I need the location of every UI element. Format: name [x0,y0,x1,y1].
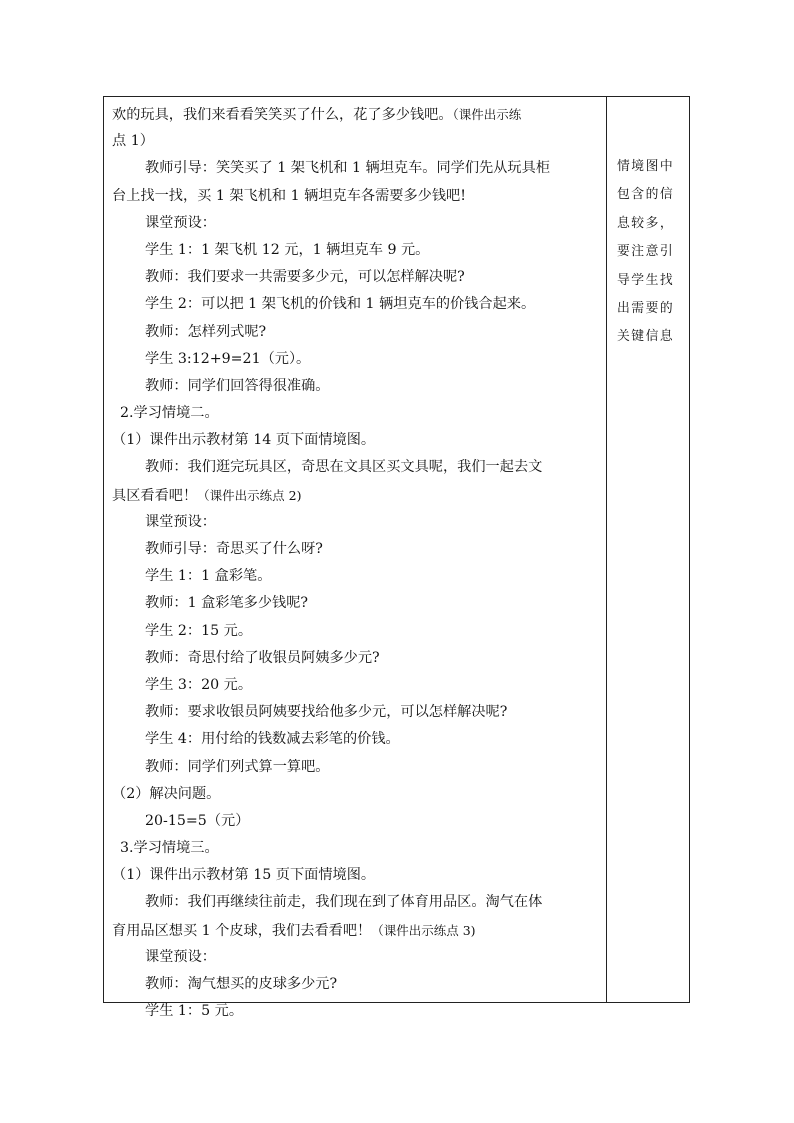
note-line: 导学生找 [617,272,675,288]
content-line [112,454,600,481]
content-line [112,237,600,264]
note-line: 情境图中 [617,159,675,174]
content-text: 学生 2：15 元。 [145,622,253,639]
note-line: 要注意引 [617,244,675,260]
content-text: 学生 3:12+9=21（元）。 [145,350,311,367]
content-line [112,862,600,889]
content-line [112,291,600,318]
note-line: 关键信息 [617,329,675,345]
content-text: 教师引导：奇思买了什么呀? [145,541,323,557]
content-line [112,482,600,509]
content-line [112,373,600,400]
content-line [112,264,600,291]
content-text: （1）课件出示教材第 14 页下面情境图。 [112,432,376,449]
content-text: 教师：淘气想买的皮球多少元? [145,976,338,992]
content-text: 教师：奇思付给了收银员阿姨多少元? [145,649,380,666]
content-line [112,672,600,699]
content-line [112,536,600,563]
content-text: 教师：怎样列式呢? [145,323,267,340]
content-line [112,319,600,346]
content-line [112,699,600,726]
courseware-note: （课件出示练 [452,107,522,122]
content-text: 教师：1 盒彩笔多少钱呢? [145,595,309,612]
content-text: 3.学习情境三。 [120,840,219,857]
courseware-note: （课件出示练点 2) [197,487,302,503]
content-line [112,781,600,808]
content-line [112,726,600,753]
content-line [112,128,600,155]
content-line [112,917,600,944]
content-line [112,808,600,835]
content-text: 学生 1：1 架飞机 12 元，1 辆坦克车 9 元。 [145,241,430,258]
content-text: 教师：同学们回答得很准确。 [145,377,330,394]
content-line [112,509,600,536]
content-line [112,590,600,617]
content-line [112,183,600,210]
content-line [112,400,600,427]
content-text: 教师：我们要求一共需要多少元，可以怎样解决呢? [145,269,465,286]
note-line: 息较多， [617,215,675,231]
content-text: 课堂预设： [145,948,216,965]
content-text: （2）解决问题。 [112,785,221,802]
content-line [112,998,600,1025]
courseware-note: （课件出示练点 3) [371,922,476,938]
content-text: 教师：我们再继续往前走，我们现在到了体育用品区。淘气在体 [145,894,543,911]
lesson-content [112,101,600,1025]
content-text: 2.学习情境二。 [120,405,219,422]
content-text: 欢的玩具，我们来看看笑笑买了什么，花了多少钱吧。 [112,107,453,123]
content-line [112,944,600,971]
content-text: （1）课件出示教材第 15 页下面情境图。 [112,867,376,884]
note-line: 出需要的 [617,300,675,316]
content-line [112,427,600,454]
content-text: 学生 3：20 元。 [145,676,253,693]
content-line [112,618,600,645]
content-line [112,563,600,590]
content-line [112,101,600,128]
content-line [112,346,600,373]
content-text: 育用品区想买 1 个皮球，我们去看看吧！ [112,922,372,939]
content-line [112,971,600,998]
content-line [112,210,600,237]
content-text: 点 1） [112,133,154,150]
content-text: 教师：要求收银员阿姨要找给他多少元，可以怎样解决呢? [145,704,508,721]
content-text: 教师：我们逛完玩具区，奇思在文具区买文具呢，我们一起去文 [145,459,543,476]
content-text: 教师：同学们列式算一算吧。 [145,758,330,775]
content-text: 20-15=5（元） [145,812,250,829]
content-text: 学生 2：可以把 1 架飞机的价钱和 1 辆坦克车的价钱合起来。 [145,296,536,313]
column-divider [606,97,607,1002]
content-text: 学生 1：5 元。 [145,1003,244,1020]
content-text: 课堂预设： [145,214,216,231]
content-line [112,754,600,781]
content-text: 台上找一找，买 1 架飞机和 1 辆坦克车各需要多少钱吧! [112,187,466,204]
content-text: 具区看看吧！ [112,487,198,504]
note-line: 包含的信 [617,187,675,203]
content-line [112,155,600,182]
content-text: 教师引导：笑笑买了 1 架飞机和 1 辆坦克车。同学们先从玩具柜 [145,160,550,177]
content-text: 学生 4：用付给的钱数减去彩笔的价钱。 [145,731,400,748]
teaching-note [617,153,683,352]
content-text: 学生 1：1 盒彩笔。 [145,568,272,585]
content-text: 课堂预设： [145,513,216,530]
content-line [112,645,600,672]
content-line [112,889,600,916]
lesson-table [103,96,690,1020]
content-line [112,835,600,862]
